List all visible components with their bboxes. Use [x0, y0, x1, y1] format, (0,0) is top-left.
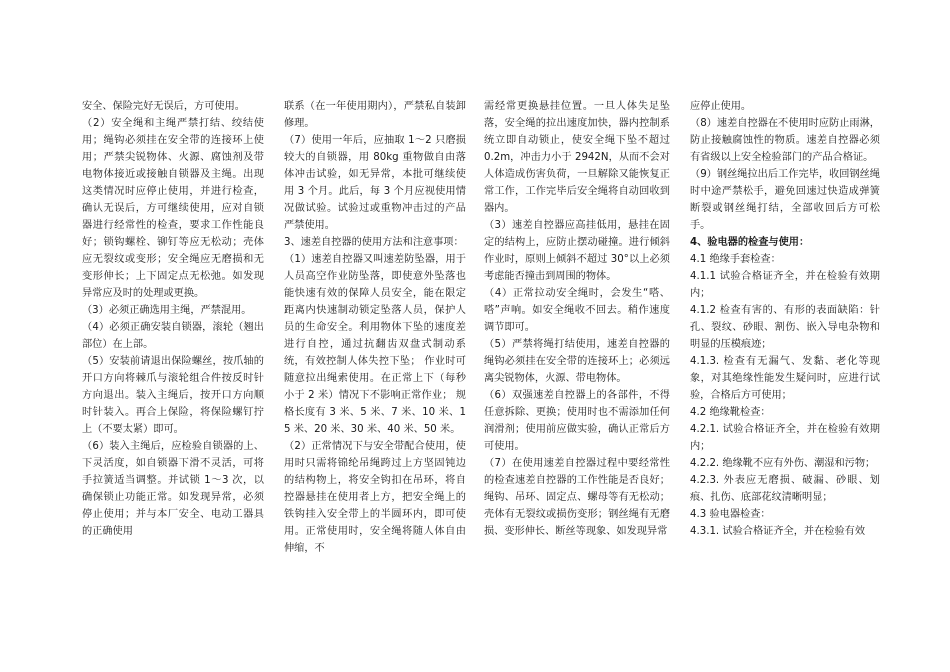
paragraph: （2）正常情况下与安全带配合使用，使用时只需将锦纶吊绳跨过上方坚固钝边的结构物上，将安全钩扣在吊环，将自控器悬挂在使用者上方，把安全绳上的铁钩挂入安全带上的半圆环内，即可使用。正常使用时，安全绳将随人体自由伸缩，不 — [284, 441, 466, 554]
paragraph: 4.1.2 检查有害的、有形的表面缺陷：针孔、裂纹、砂眼、割伤、嵌入导电杂物和明显的压模痕迹； — [690, 305, 880, 350]
paragraph: （6）双强速差自控器上的各部件，不得任意拆除、更换；使用时也不需添加任何润滑剂；使用前应做实验，确认正常后方可使用。 — [484, 390, 670, 452]
section-heading: 4、验电器的检查与使用： — [690, 237, 810, 248]
paragraph: 应停止使用。 — [690, 101, 752, 112]
paragraph: 4.1 绝缘手套检查： — [690, 254, 781, 265]
paragraph: 4.1.1 试验合格证齐全，并在检验有效期内； — [690, 271, 880, 299]
text-column-4 — [690, 98, 880, 540]
paragraph: 安全、保险完好无误后，方可使用。 — [82, 101, 245, 112]
paragraph: （4）必须正确安装自锁器，滚轮（翘出部位）在上部。 — [82, 322, 264, 350]
text-column-3 — [484, 98, 670, 540]
section-heading: 3、速差自控器的使用方法和注意事项： — [284, 237, 464, 248]
paragraph: 4.3 验电器检查： — [690, 509, 771, 520]
paragraph: （7）在使用速差自控器过程中要经常性的检查速差自控器的工作性能是否良好；绳钩、吊环、固定点、螺母等有无松动；壳体有无裂纹或损伤变形；钢丝绳有无磨损、变形伸长、断丝等现象、如发现异常 — [484, 458, 670, 537]
paragraph: （6）装入主绳后，应检验自锁器的上、下灵活度，如自锁器下滑不灵活，可将手拉簧适当调整。并试锁 1～3 次，以确保锁止功能正常。如发现异常，必须停止使用；并与本厂安全、电动工器具的正确使用 — [82, 441, 264, 537]
paragraph: （3）速差自控器应高挂低用，悬挂在固定的结构上，应防止摆动碰撞。进行倾斜作业时，原则上倾斜不超过 30°以上必须考虑能否撞击到周围的物体。 — [484, 220, 670, 282]
paragraph: （8）速差自控器在不使用时应防止雨淋，防止接触腐蚀性的物质。速差自控器必须有省级以上安全检验部门的产品合格证。 — [690, 118, 880, 163]
paragraph: 4.2.2. 绝缘靴不应有外伤、潮湿和污物； — [690, 458, 876, 469]
paragraph: （4）正常拉动安全绳时，会发生“嗒、嗒”声响。如安全绳收不回去。稍作速度调节即可。 — [484, 288, 670, 333]
paragraph: 4.1.3. 检查有无漏气、发黏、老化等现象，对其绝缘性能发生疑问时，应进行试验，合格后方可使用； — [690, 356, 880, 401]
paragraph: 需经常更换悬挂位置。一旦人体失足坠落，安全绳的拉出速度加快，器内控制系统立即自动锁止，使安全绳下坠不超过 0.2m，冲击力小于 2942N，从而不会对人体造成伤害负荷，一旦解除又能恢复正常工作，工作完毕后安全绳将自动回收到器内。 — [484, 101, 670, 214]
paragraph: 4.3.1. 试验合格证齐全，并在检验有效 — [690, 526, 866, 537]
paragraph: （3）必须正确选用主绳，严禁混用。 — [82, 305, 252, 316]
paragraph: （5）严禁将绳打结使用，速差自控器的绳钩必须挂在安全带的连接环上；必须远离尖锐物体，火源、带电物体。 — [484, 339, 670, 384]
paragraph: 4.2.3. 外表应无磨损、破漏、砂眼、划痕、扎伤、底部花纹清晰明显； — [690, 475, 880, 503]
paragraph: 4.2.1. 试验合格证齐全，并在检验有效期内； — [690, 424, 880, 452]
paragraph: （5）安装前请退出保险螺丝，按爪轴的开口方向将棘爪与滚轮组合件按反时针方向退出。装入主绳后，按开口方向顺时针装入。再合上保险，将保险螺钉拧上（不要太紧）即可。 — [82, 356, 264, 435]
paragraph: （7）使用一年后，应抽取 1～2 只磨损较大的自锁器，用 80kg 重物做自由落体冲击试验，如无异常，本批可继续使用 3 个月。此后，每 3 个月应视使用情况做试验。试验过或重物冲击过的产品严禁使用。 — [284, 135, 466, 231]
paragraph: （1）速差自控器又叫速差防坠器，用于人员高空作业防坠落，即使意外坠落也能快速有效的保障人员安全，能在限定距离内快速制动锁定坠落人员，保护人员的生命安全。利用物体下坠的速度差进行自控，通过抗翻齿双盘式制动系统，有效控制人体失控下坠； 作业时可随意拉出绳索使用。在正常上下（每秒小于 2 米）情况下不影响正常作业； 规格长度有 3 米、5 米、7 米、10 米、15 米、20 米、30 米、40 米、50 米。 — [284, 254, 466, 435]
text-column-2 — [284, 98, 466, 557]
text-column-1 — [82, 98, 264, 540]
paragraph: （2）安全绳和主绳严禁打结、绞结使用；绳钩必须挂在安全带的连接环上使用；严禁尖锐物体、火源、腐蚀剂及带电物体接近或接触自锁器及主绳。出现这类情况时应停止使用，并进行检查，确认无误后，方可继续使用，应对自锁器进行经常性的检查，要求工作性能良好；锁钩螺栓、铆钉等应无松动；壳体应无裂纹或变形；安全绳应无磨损和无变形伸长；上下固定点无松弛。如发现异常应及时的处理或更换。 — [82, 118, 264, 299]
paragraph: 4.2 绝缘靴检查： — [690, 407, 771, 418]
paragraph: （9）钢丝绳拉出后工作完毕，收回钢丝绳时中途严禁松手，避免回速过快造成弹簧断裂或钢丝绳打结，全部收回后方可松手。 — [690, 169, 880, 231]
paragraph: 联系（在一年使用期内），严禁私自装卸修理。 — [284, 101, 466, 129]
